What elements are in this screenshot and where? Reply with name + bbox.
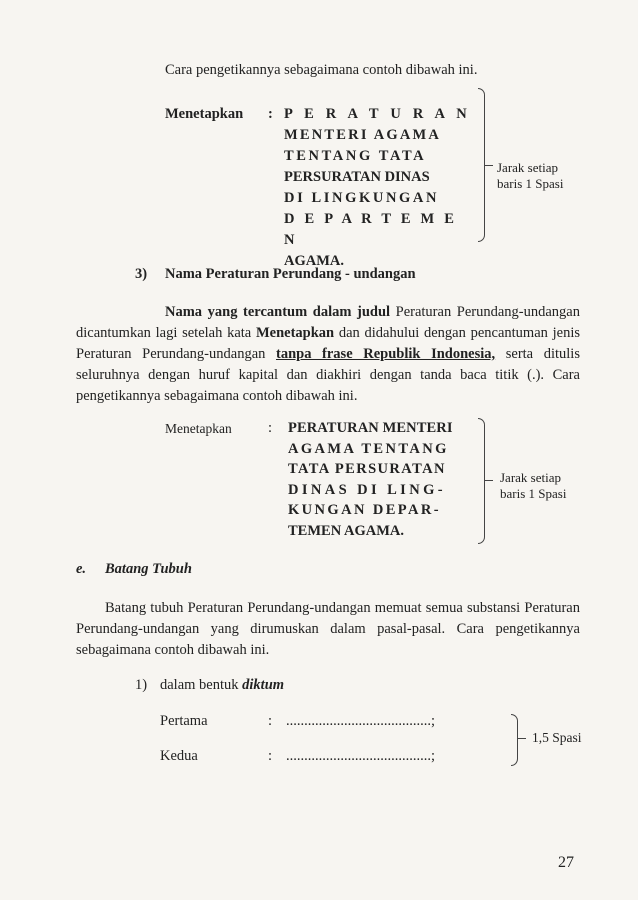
- section3-number: 3): [135, 266, 148, 282]
- example2-line: AGAMA TENTANG: [288, 440, 449, 457]
- example2-label: Menetapkan: [165, 421, 232, 436]
- example2-brace: [478, 418, 485, 544]
- example1-line: PERSURATAN DINAS: [284, 169, 430, 185]
- example2-note-line: Jarak setiap: [500, 470, 562, 485]
- sectionE-title: Batang Tubuh: [105, 561, 192, 577]
- example1-brace-tip: [484, 165, 493, 166]
- example2-line: TATA PERSURATAN: [288, 461, 446, 478]
- example2-block: [288, 418, 470, 542]
- para1-text-b: dan didahului dengan pencantuman jenis Peraturan Perundang-undangan: [76, 325, 581, 362]
- section3-title: Nama Peraturan Perundang - undangan: [165, 266, 416, 282]
- sectionE-letter: e.: [76, 561, 87, 577]
- diktum-label: Pertama: [160, 713, 208, 729]
- example1-label: Menetapkan: [165, 106, 244, 122]
- diktum-colon: :: [268, 713, 273, 729]
- example1-block: [284, 104, 476, 272]
- example1-note-line: baris 1 Spasi: [497, 176, 564, 191]
- example2-colon: :: [268, 420, 273, 436]
- para1-text-a: Peraturan Perundang-undangan dicantumkan lagi setelah kata: [76, 304, 580, 341]
- example1-line: TENTANG TATA: [284, 148, 427, 164]
- intro-text: Cara pengetikannya sebagaimana contoh dibawah ini.: [165, 62, 478, 78]
- diktum-colon: :: [268, 748, 273, 764]
- example1-line: P E R A T U R A N: [284, 106, 471, 122]
- example1-note: [497, 160, 563, 192]
- diktum-dots: ........................................;: [286, 748, 436, 764]
- item1-number: 1): [135, 677, 148, 693]
- example1-line: MENTERI AGAMA: [284, 127, 442, 143]
- diktum-label: Kedua: [160, 748, 198, 764]
- diktum-brace-tip: [517, 738, 526, 739]
- diktum-brace: [511, 714, 518, 766]
- page-number: 27: [558, 854, 574, 871]
- example1-line: AGAMA.: [284, 253, 345, 269]
- example1-line: D E P A R T E M E N: [284, 211, 458, 248]
- para1: [76, 302, 580, 407]
- example2-line: PERATURAN MENTERI: [288, 420, 453, 436]
- example2-note-line: baris 1 Spasi: [500, 486, 567, 501]
- para1-text-c: serta ditulis seluruhnya dengan huruf kapital dan diakhiri dengan tanda baca titik (.). Cara pengetikannya sebagaimana contoh dibawah ini.: [76, 346, 580, 404]
- para1-bold-word: Menetapkan: [255, 325, 335, 341]
- item1: [160, 675, 284, 696]
- para2: Batang tubuh Peraturan Perundang-undangan memuat semua substansi Peraturan Perundang-undangan yang dirumuskan dalam pasal-pasal. Cara pengetikannya sebagaimana contoh dibawah ini.: [76, 600, 580, 658]
- para1-bold-lead: Nama yang tercantum dalam judul: [165, 304, 391, 320]
- diktum-note: 1,5 Spasi: [532, 730, 582, 745]
- example1-colon: :: [268, 106, 273, 122]
- example2-line: DINAS DI LING-: [288, 481, 446, 498]
- diktum-dots: ........................................;: [286, 713, 436, 729]
- example2-brace-tip: [484, 480, 493, 481]
- example1-line: DI LINGKUNGAN: [284, 190, 440, 206]
- example2-note: [500, 470, 566, 502]
- item1-text: dalam bentuk: [160, 677, 239, 693]
- example2-line: TEMEN AGAMA.: [288, 522, 404, 539]
- example2-line: KUNGAN DEPAR-: [288, 502, 441, 519]
- para1-bold-underline: tanpa frase Republik Indonesia,: [275, 346, 496, 362]
- item1-emph: diktum: [242, 677, 285, 693]
- example1-note-line: Jarak setiap: [497, 160, 559, 175]
